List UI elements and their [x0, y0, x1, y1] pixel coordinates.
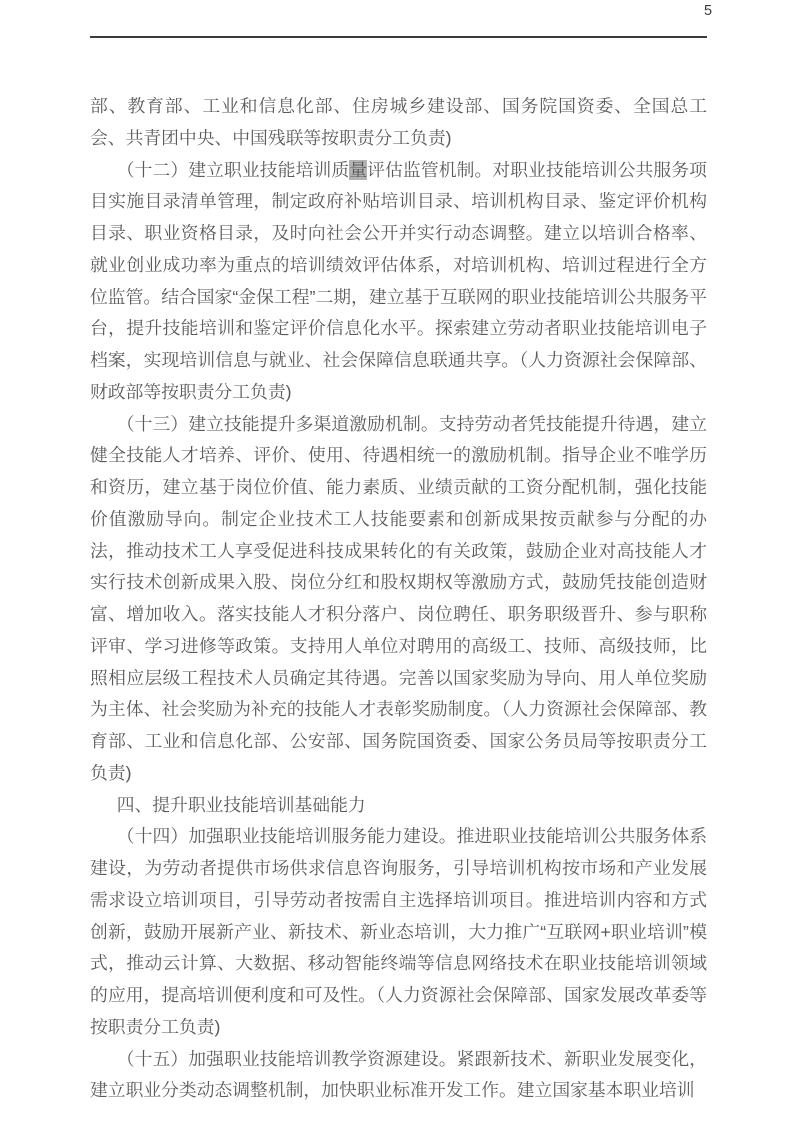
paragraph-item-13: （十三）建立技能提升多渠道激励机制。支持劳动者凭技能提升待遇，建立健全技能人才培养、评价、使用、待遇相统一的激励机制。指导企业不唯学历和资历，建立基于岗位价值、能力素质、业绩贡献的工资分配机制，强化技能价值激励导向。制定企业技术工人技能要素和创新成果按贡献参与分配的办法，推动技术工人享受促进科技成果转化的有关政策，鼓励企业对高技能人才实行技术创新成果入股、岗位分红和股权期权等激励方式，鼓励凭技能创造财富、增加收入。落实技能人才积分落户、岗位聘任、职务职级晋升、参与职称评审、学习进修等政策。支持用人单位对聘用的高级工、技师、高级技师，比照相应层级工程技术人员确定其待遇。完善以国家奖励为导向、用人单位奖励为主体、社会奖励为补充的技能人才表彰奖励制度。（人力资源社会保障部、教育部、工业和信息化部、公安部、国务院国资委、国家公务员局等按职责分工负责): [90, 413, 707, 783]
section-heading: 四、提升职业技能培训基础能力: [116, 794, 366, 815]
paragraph-item-12: [90, 155, 707, 409]
paragraph-item-14: （十四）加强职业技能培训服务能力建设。推进职业技能培训公共服务体系建设，为劳动者提供市场供求信息咨询服务，引导培训机构按市场和产业发展需求设立培训项目，引导劳动者按需自主选择培训项目。推进培训内容和方式创新，鼓励开展新产业、新技术、新业态培训，大力推广“互联网+职业培训”模式，推动云计算、大数据、移动智能终端等信息网络技术在职业技能培训领域的应用，提高培训便利度和可及性。（人力资源社会保障部、国家发展改革委等按职责分工负责): [90, 826, 707, 1037]
page-number: 5: [703, 3, 713, 19]
item-12-text-before-highlight: （十二）建立职业技能培训质: [116, 159, 350, 180]
item-12-text-after-highlight: 评估监管机制。对职业技能培训公共服务项目实施目录清单管理，制定政府补贴培训目录、培训机构目录、鉴定评价机构目录、职业资格目录，及时向社会公开并实行动态调整。建立以培训合格率、就业创业成功率为重点的培训绩效评估体系，对培训机构、培训过程进行全方位监管。结合国家“金保工程”二期，建立基于互联网的职业技能培训公共服务平台，提升技能培训和鉴定评价信息化水平。探索建立劳动者职业技能培训电子档案，实现培训信息与就业、社会保障信息联通共享。（人力资源社会保障部、财政部等按职责分工负责): [90, 159, 707, 402]
header-rule: [90, 36, 707, 38]
search-highlight: 量: [349, 159, 368, 180]
document-body: [90, 91, 707, 1107]
paragraph-item-15: （十五）加强职业技能培训教学资源建设。紧跟新技术、新职业发展变化，建立职业分类动态调整机制，加快职业标准开发工作。建立国家基本职业培训: [90, 1048, 707, 1101]
paragraph-continuation: 部、教育部、工业和信息化部、住房城乡建设部、国务院国资委、全国总工会、共青团中央、中国残联等按职责分工负责): [90, 96, 707, 148]
